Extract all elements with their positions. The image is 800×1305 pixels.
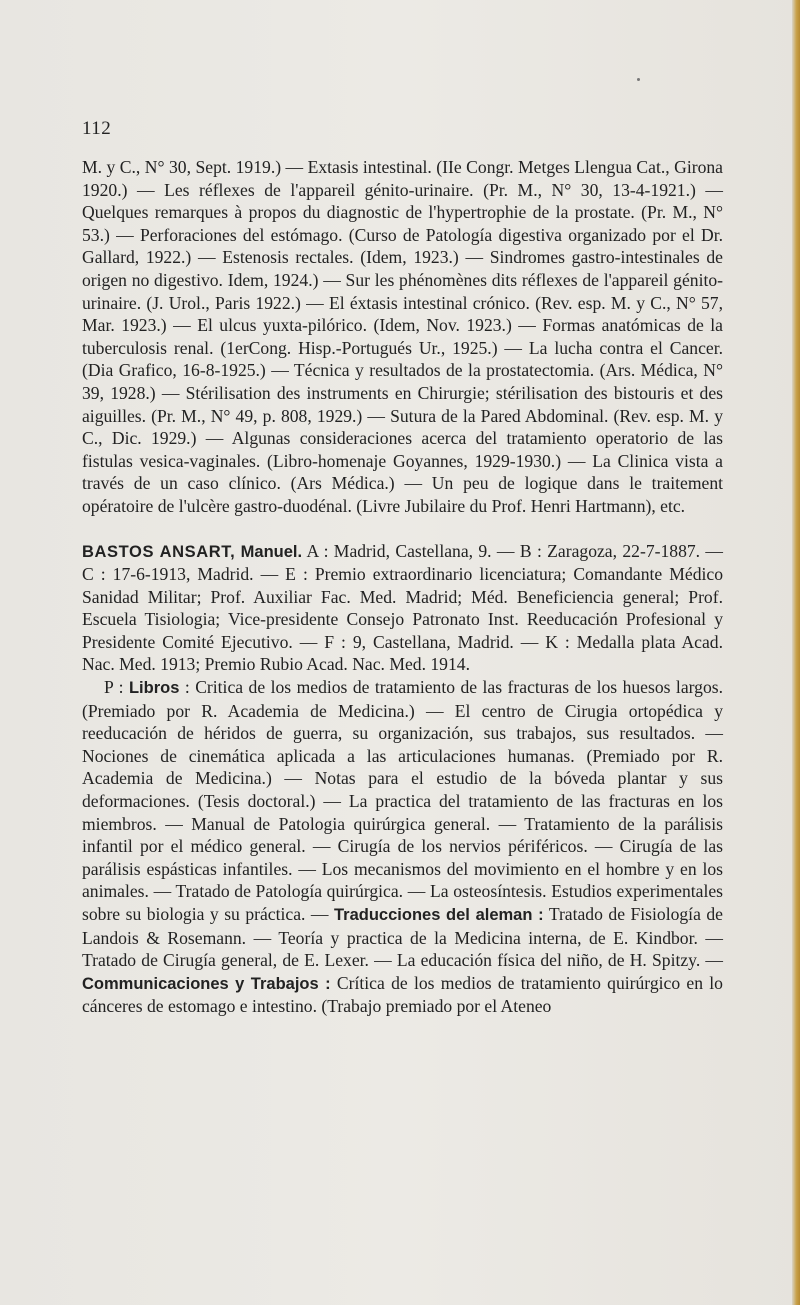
- libros-text: : Critica de los medios de tratamiento de las fracturas de los huesos largos. (Premiado por R. Academia de Medicina.) — El centro de Cirugia ortopédica y reeducación de héridos de guerra, su organización, sus trabajos, sus resultados. — Nociones de cinemática aplicada a las articulaciones humanas. (Premiado por R. Academia de Medicina.) — Notas para el estudio de la bóveda plantar y sus deformaciones. (Tesis doctoral.) — La practica del tratamiento de las fracturas en los miembros. — Manual de Patologia quirúrgica general. — Tratamiento de la parálisis infantil por el médico general. — Cirugía de los nervios périféricos. — Cirugía de las parálisis espásticas infantiles. — Los mecanismos del movimiento en el hombre y en los animales. — Tratado de Patología quirúrgica. — La osteosíntesis. Estudios experimentales sobre su biologia y su práctica. —: [82, 677, 724, 924]
- publications-paragraph: [82, 676, 723, 1018]
- traducciones-heading: Traducciones del aleman :: [334, 906, 544, 924]
- entry-given-name: Manuel.: [240, 542, 303, 561]
- biographical-entry: [82, 540, 723, 677]
- libros-heading: Libros: [128, 679, 180, 698]
- ink-speck: [637, 78, 640, 81]
- publications-prefix: P :: [104, 677, 124, 698]
- continued-paragraph: M. y C., N° 30, Sept. 1919.) — Extasis intestinal. (IIe Congr. Metges Llengua Cat., Girona 1920.) — Les réflexes de l'appareil génito-urinaire. (Pr. M., N° 30, 13-4-1921.) — Quelques remarques à propos du diagnostic de l'hypertrophie de la prostate. (Pr. M., N° 53.) — Perforaciones del estómago. (Curso de Patología digestiva organizado por el Dr. Gallard, 1922.) — Estenosis rectales. (Idem, 1923.) — Sindromes gastro-intestinales de origen no digestivo. Idem, 1924.) — Sur les phénomènes dits réflexes de l'appareil génito-urinaire. (J. Urol., Paris 1922.) — El éxtasis intestinal crónico. (Rev. esp. M. y C., N° 57, Mar. 1923.) — El ulcus yuxta-pilórico. (Idem, Nov. 1923.) — Formas anatómicas de la tuberculosis renal. (1erCong. Hisp.-Portugués Ur., 1925.) — La lucha contra el Cancer. (Dia Grafico, 16-8-1925.) — Técnica y resultados de la prostatectomia. (Ars. Médica, N° 39, 1928.) — Stérilisation des instruments en Chirurgie; stérilisation des bistouris et des aiguilles. (Pr. M., N° 49, p. 808, 1929.) — Sutura de la Pared Abdominal. (Rev. esp. M. y C., Dic. 1929.) — Algunas consideraciones acerca del tratamiento operatorio de las fistulas vesica-vaginales. (Libro-homenaje Goyannes, 1929-1930.) — La Clinica vista a través de un caso clínico. (Ars Médica.) — Un peu de logique dans le traitement opératoire de l'ulcère gastro-duodénal. (Livre Jubilaire du Prof. Henri Hartmann), etc.: [82, 157, 723, 516]
- page-number: 112: [82, 118, 112, 139]
- entry-details: A : Madrid, Castellana, 9. — B : Zaragoza, 22-7-1887. — C : 17-6-1913, Madrid. — E : Premio extraordinario licenciatura; Comandante Médico Sanidad Militar; Prof. Auxiliar Fac. Med. Madrid; Méd. Beneficiencia general; Prof. Escuela Tisiologia; Vice-presidente Consejo Patronato Inst. Reeducación Profesional y Presidente Comité Ejecutivo. — F : 9, Castellana, Madrid. — K : Medalla plata Acad. Nac. Med. 1913; Premio Rubio Acad. Nac. Med. 1914.: [82, 540, 724, 675]
- text-column: [82, 156, 723, 1018]
- comunicaciones-text: Crítica de los medios de tratamiento quirúrgico en lo cánceres de estomago e intestino. (Trabajo premiado por el Ateneo: [82, 972, 723, 1017]
- comunicaciones-heading: Communicaciones y Trabajos :: [82, 974, 331, 993]
- entry-surname: BASTOS ANSART,: [82, 542, 236, 561]
- page-edge: [792, 0, 800, 1305]
- traducciones-text: Tratado de Fisiología de Landois & Rosemann. — Teoría y practica de la Medicina interna, de E. Kindbor. — Tratado de Cirugía general, de E. Lexer. — La educación física del niño, de H. Spitzy. —: [82, 904, 723, 971]
